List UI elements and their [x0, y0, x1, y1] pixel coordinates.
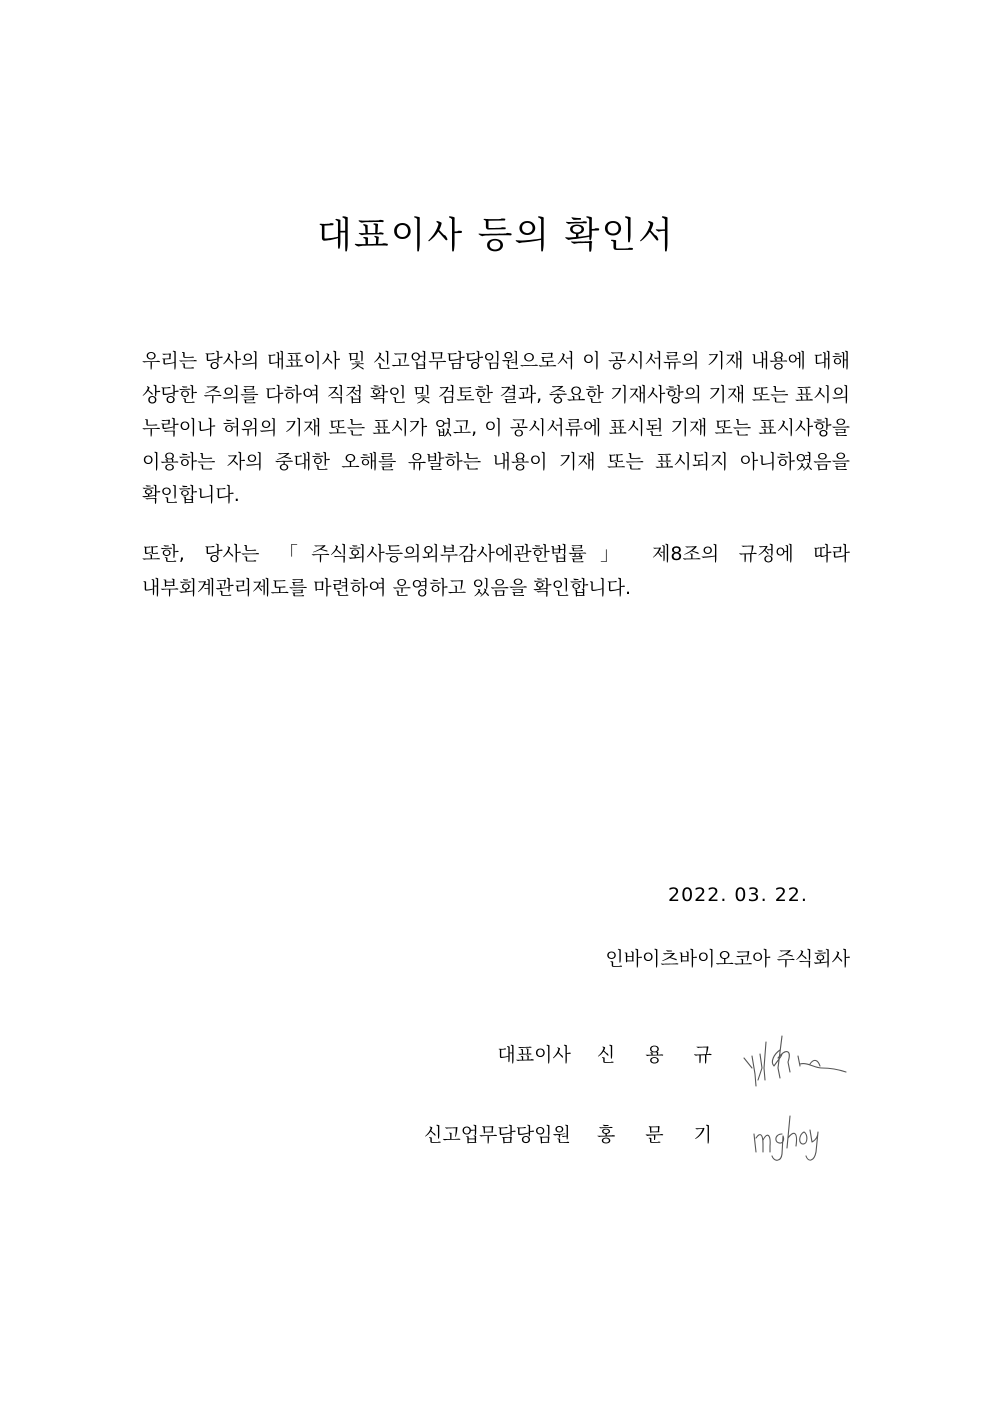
confirmation-paragraph-2: 또한, 당사는 「주식회사등의외부감사에관한법률」 제8조의 규정에 따라 내부회계관리제도를 마련하여 운영하고 있음을 확인합니다.	[142, 543, 850, 599]
officer-signature-line	[424, 1120, 724, 1150]
document-title: 대표이사 등의 확인서	[317, 215, 675, 256]
ceo-signature-line	[497, 1040, 724, 1070]
confirmation-paragraph-1: 우리는 당사의 대표이사 및 신고업무담당임원으로서 이 공시서류의 기재 내용에 대해 상당한 주의를 다하여 직접 확인 및 검토한 결과, 중요한 기재사항의 기재 또는 표시의 누락이나 허위의 기재 또는 표시가 없고, 이 공시서류에 표시된 기재 또는 표시사항을 이용하는 자의 중대한 오해를 유발하는 내용이 기재 또는 표시되지 아니하였음을 확인합니다.	[142, 350, 850, 506]
ceo-role-label: 대표이사	[497, 1044, 571, 1066]
document-date: 2022. 03. 22.	[668, 884, 808, 906]
company-name: 인바이츠바이오코아 주식회사	[605, 948, 850, 970]
ceo-handwritten-signature-icon	[738, 1028, 850, 1092]
ceo-name: 신 용 규	[596, 1044, 724, 1066]
officer-role-label: 신고업무담당임원	[424, 1124, 571, 1146]
officer-handwritten-signature-icon	[748, 1110, 824, 1166]
officer-name: 홍 문 기	[596, 1124, 724, 1146]
